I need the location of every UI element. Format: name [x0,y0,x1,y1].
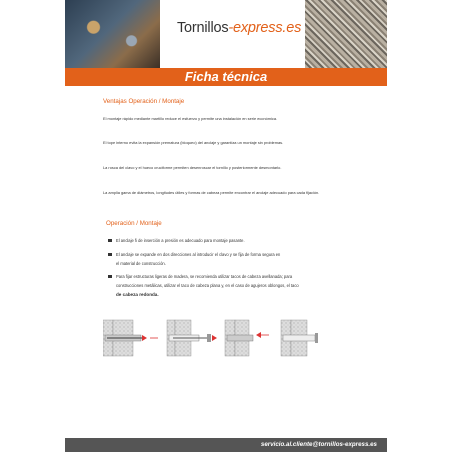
bullet-line: Para fijar estructuras ligeras de madera, se recomienda utilizar tacos de cabeza avellanada; para [116,274,293,279]
bullet-line: construcciones metálicas, utilizar el taco de cabeza plana y, en el caso de agujeros oblongos, el taco [116,283,299,288]
header-banner [65,0,387,68]
paragraph: La rosca del clavo y el hueco cruciforme permiten desenroscar el tornillo y posteriormente desmontarlo. [103,165,282,170]
bullet-square-icon [108,239,112,243]
logo-accent: -express.es [228,20,302,36]
bullet-item [116,272,356,299]
section-title-operation: Operación / Montaje [106,220,162,227]
bullet-line: de cabeza redonda. [116,292,159,297]
logo-main: Tornillos [177,20,229,36]
step-3-diagram [225,320,269,356]
brand-logo[interactable] [177,20,301,36]
bullet-line: el material de construcción. [116,261,166,266]
tools-photo [65,0,160,68]
footer-bar [65,438,387,452]
bullet-item [116,250,356,268]
section-title-advantages: Ventajas Operación / Montaje [103,98,185,105]
paragraph: El montaje rápido mediante martillo reduce el esfuerzo y permite una instalación en serie económica. [103,116,278,121]
bullet-line: El anclaje se expande en dos direcciones al introducir el clavo y se fija de forma segura en [116,252,281,257]
step-1-diagram [103,320,158,356]
paragraph: El tope interno evita la expansión prematura (bloqueo) del anclaje y garantiza un montaje sin problemas. [103,140,284,145]
bullet-item [116,236,356,245]
bullet-square-icon [108,253,112,257]
bullet-square-icon [108,275,112,279]
bullet-line: El anclaje fi de inserción a presión es adecuado para montaje pasante. [116,238,245,243]
page-title: Ficha técnica [184,69,268,84]
paragraph: La amplia gama de diámetros, longitudes útiles y formas de cabeza permite encontrar el anclaje adecuado para cada fijación. [103,190,320,195]
step-4-diagram [281,320,318,356]
step-2-diagram [167,320,217,356]
contact-email-link[interactable]: servicio.al.cliente@tornillos-express.es [260,441,377,448]
title-banner [65,68,387,86]
screws-photo [305,0,387,68]
installation-diagrams [103,318,343,358]
